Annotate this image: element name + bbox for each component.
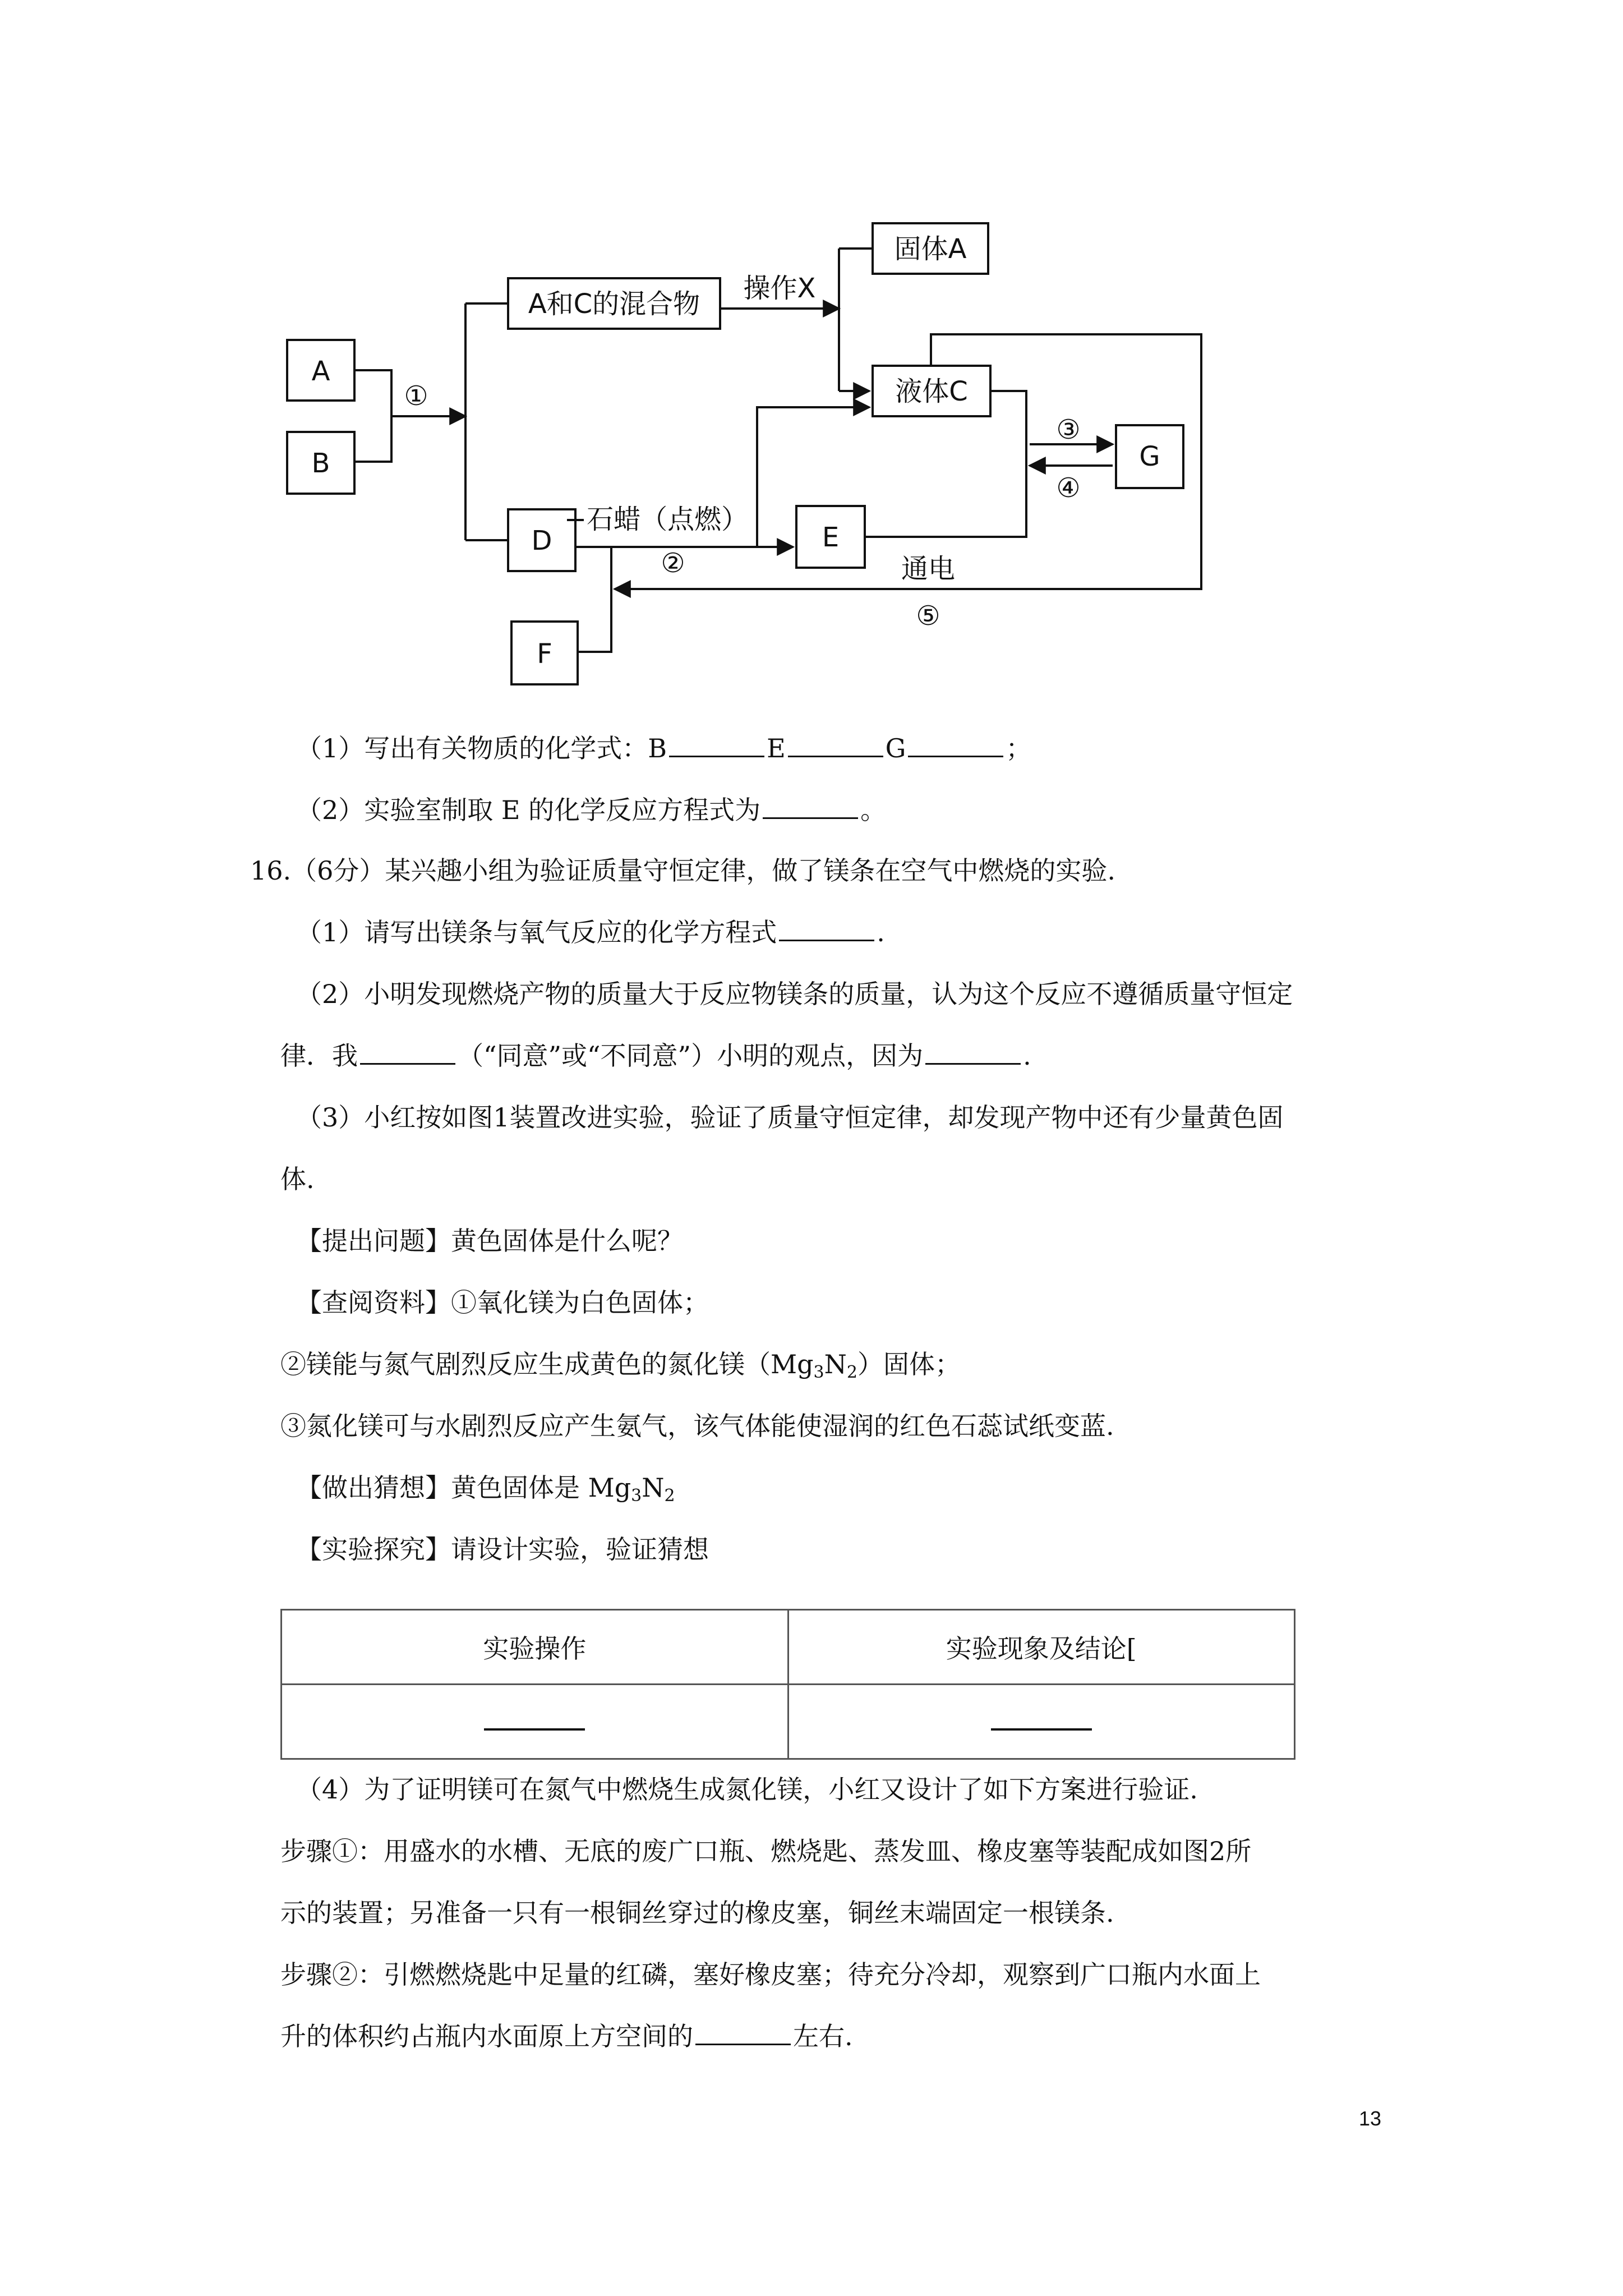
q16-step2-line1: 步骤②：引燃燃烧匙中足量的红磷，塞好橡皮塞；待充分冷却，观察到广口瓶内水面上 [280,1959,1261,1990]
q16-guess [296,1471,675,1513]
answer-blank[interactable] [788,733,883,757]
q16-part1 [296,915,885,949]
q15-part1-end: ； [1006,733,1032,763]
q16-info2-sub2: 2 [846,1363,857,1382]
q15-part2-text: （2）实验室制取 E 的化学反应方程式为 [296,795,761,825]
answer-blank[interactable] [484,1711,585,1731]
q15-part1-e: E [767,733,786,763]
q16-info2-b: N [824,1349,847,1379]
flow-diagram [0,0,1623,729]
q16-info2 [280,1347,961,1389]
box-E-label: E [822,522,840,553]
q15-part1-text: （1）写出有关物质的化学式：B [296,733,667,763]
box-solid-A-label: 固体A [894,233,967,265]
table-cell-result[interactable] [788,1685,1295,1759]
paraffin-label: +石蜡（点燃） [564,504,749,535]
q16-step1-line1: 步骤①：用盛水的水槽、无底的废广口瓶、燃烧匙、蒸发皿、橡皮塞等装配成如图2所 [280,1836,1252,1866]
q16-guess-a: 【做出猜想】黄色固体是 Mg [296,1473,631,1503]
answer-blank[interactable] [779,917,874,941]
answer-blank[interactable] [925,1041,1021,1065]
step2-label: ② [661,547,685,579]
step3-label: ③ [1056,414,1081,445]
q16-info2-a: ②镁能与氮气剧烈反应生成黄色的氮化镁（Mg [280,1349,814,1379]
q16-stem: 16.（6分）某兴趣小组为验证质量守恒定律，做了镁条在空气中燃烧的实验. [250,855,1116,886]
q16-question: 【提出问题】黄色固体是什么呢？ [296,1226,683,1256]
q15-part2-end: 。 [860,795,887,825]
q16-info2-sub1: 3 [813,1363,824,1382]
q16-part2-text-a: 律．我 [280,1041,358,1071]
box-liquid-C-label: 液体C [895,376,968,407]
answer-blank[interactable] [669,733,764,757]
q16-step1-line2: 示的装置；另准备一只有一根铜丝穿过的橡皮塞，铜丝末端固定一根镁条. [280,1898,1114,1928]
q16-part4: （4）为了证明镁可在氮气中燃烧生成氮化镁，小红又设计了如下方案进行验证. [296,1774,1198,1805]
table-row [282,1685,1295,1759]
q16-part1-end: . [877,917,885,947]
q16-guess-sub2: 2 [664,1486,675,1506]
answer-blank[interactable] [991,1711,1092,1731]
q16-guess-b: N [642,1473,665,1503]
q16-part2-text-c: . [1023,1041,1031,1071]
box-F-label: F [537,638,552,670]
q16-info3: ③氮化镁可与水剧烈反应产生氨气，该气体能使湿润的红色石蕊试纸变蓝. [280,1411,1114,1441]
answer-blank[interactable] [360,1041,455,1065]
experiment-table [280,1609,1295,1760]
q16-info2-c: ）固体； [857,1349,961,1379]
answer-blank[interactable] [695,2021,791,2045]
electrify-label: 通电 [901,553,956,585]
box-G-label: G [1139,441,1160,472]
q15-part1 [296,731,1031,765]
box-B-label: B [311,448,330,479]
q16-step2-line2 [280,2019,853,2053]
q16-part2-line2 [280,1039,1031,1073]
q15-part1-g: G [885,733,906,763]
q16-part3-line2: 体. [280,1164,315,1194]
step1-label: ① [404,380,428,412]
page-number: 13 [1359,2107,1382,2130]
step4-label: ④ [1056,472,1081,504]
q16-step2-text-a: 升的体积约占瓶内水面原上方空间的 [280,2021,693,2051]
q16-info1: 【查阅资料】①氧化镁为白色固体； [296,1287,709,1318]
q16-explore: 【实验探究】请设计实验，验证猜想 [296,1534,709,1565]
q16-part2-line1: （2）小明发现燃烧产物的质量大于反应物镁条的质量，认为这个反应不遵循质量守恒定 [296,979,1293,1009]
step5-label: ⑤ [916,600,940,632]
q16-step2-text-b: 左右. [793,2021,853,2051]
q16-part1-text: （1）请写出镁条与氧气反应的化学方程式 [296,917,777,947]
box-mix-label: A和C的混合物 [528,288,700,320]
answer-blank[interactable] [763,795,858,819]
table-header-result: 实验现象及结论[ [788,1610,1295,1685]
table-cell-operation[interactable] [282,1685,789,1759]
q16-part2-text-b: （“同意”或“不同意”）小明的观点，因为 [458,1041,924,1071]
box-D-label: D [531,525,552,556]
table-header-operation: 实验操作 [282,1610,789,1685]
q16-part3-line1: （3）小红按如图1装置改进实验，验证了质量守恒定律，却发现产物中还有少量黄色固 [296,1102,1284,1133]
answer-blank[interactable] [908,733,1003,757]
box-A-label: A [311,356,330,387]
q15-part2 [296,793,886,827]
operation-x-label: 操作X [743,273,816,304]
table-header-row [282,1610,1295,1685]
q16-guess-sub1: 3 [631,1486,642,1506]
